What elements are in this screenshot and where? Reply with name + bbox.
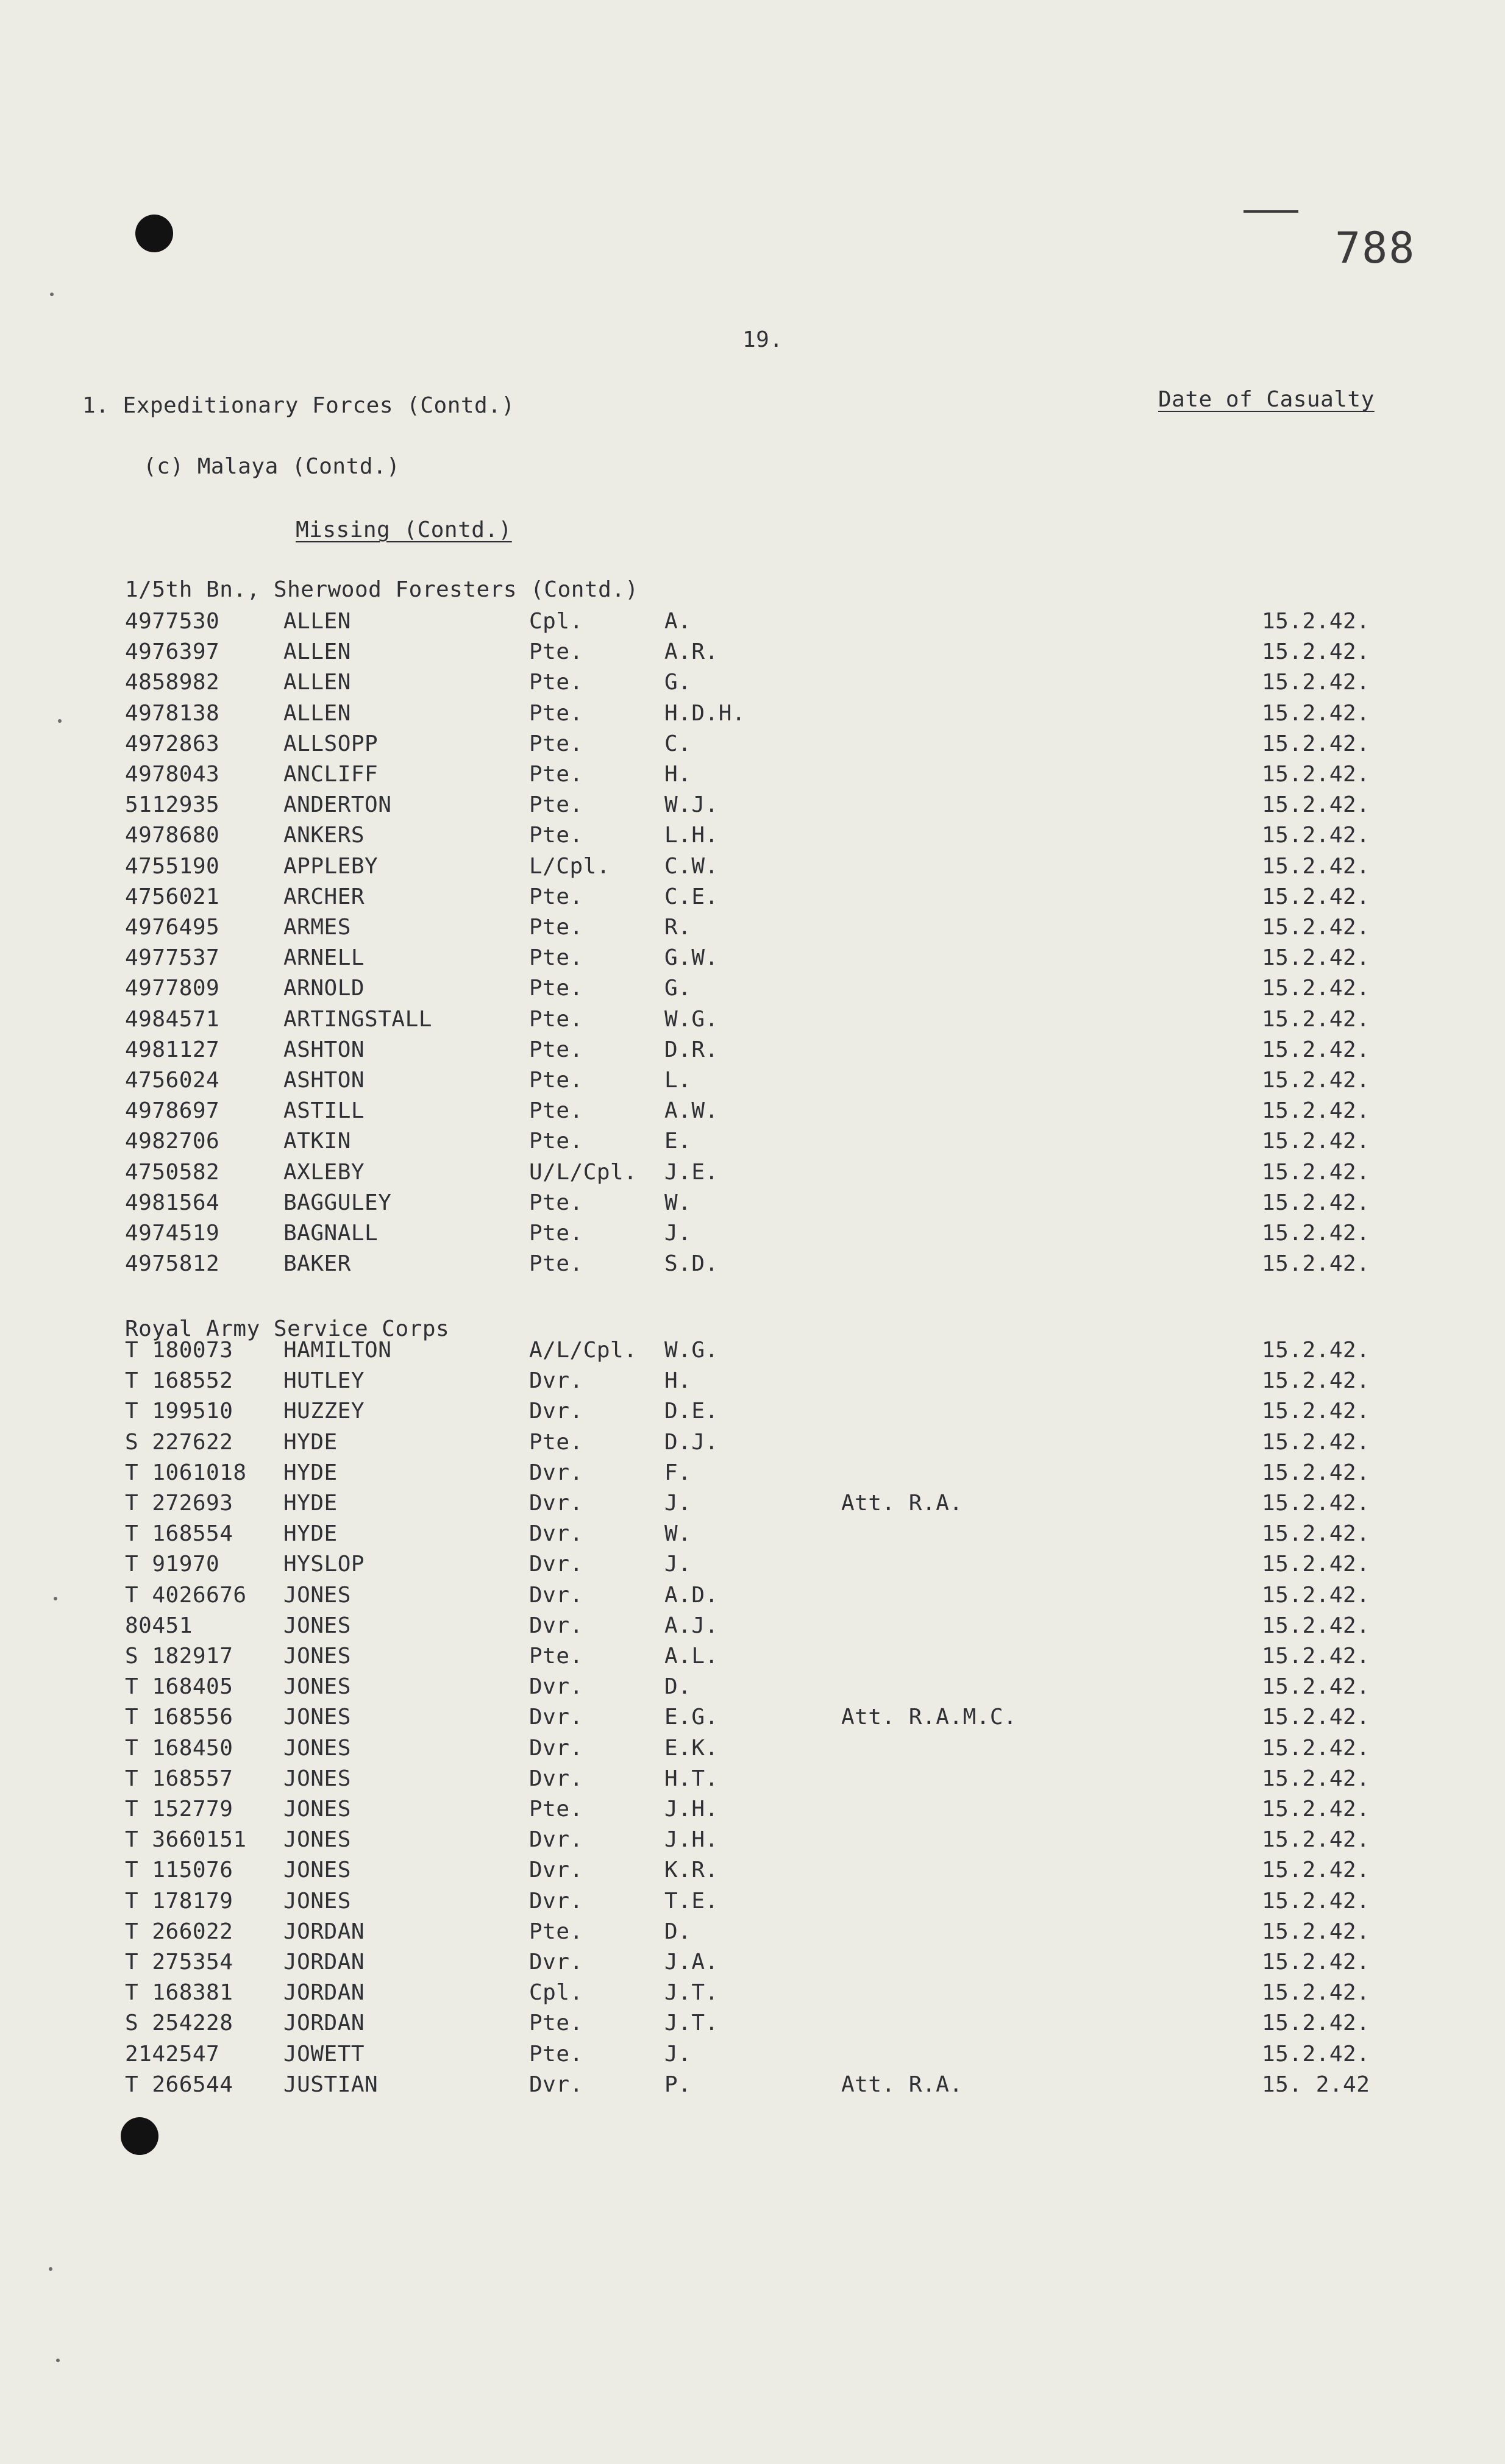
rank: L/Cpl. [529, 854, 611, 879]
rank: Pte. [529, 670, 583, 695]
surname: HYSLOP [283, 1552, 365, 1577]
rank: Dvr. [529, 1858, 583, 1883]
service-number: T 152779 [125, 1797, 233, 1822]
surname: AXLEBY [283, 1160, 365, 1185]
initials: J.T. [664, 1980, 719, 2005]
rank: Dvr. [529, 1491, 583, 1516]
service-number: 4977530 [125, 609, 220, 634]
rank: Pte. [529, 1098, 583, 1123]
date-of-casualty-heading: Date of Casualty [1158, 387, 1375, 412]
margin-speck [49, 2267, 52, 2271]
rank: Pte. [529, 945, 583, 970]
casualty-row [0, 1829, 1505, 1858]
casualty-date: 15.2.42. [1262, 1980, 1370, 2005]
rank: Dvr. [529, 1368, 583, 1393]
rank: Pte. [529, 701, 583, 726]
initials: J. [664, 1491, 692, 1516]
casualty-row [0, 672, 1505, 701]
rank: Dvr. [529, 1950, 583, 1975]
casualty-date: 15.2.42. [1262, 1705, 1370, 1730]
casualty-date: 15.2.42. [1262, 976, 1370, 1001]
service-number: T 168405 [125, 1674, 233, 1699]
initials: D.J. [664, 1430, 719, 1455]
surname: JONES [283, 1858, 351, 1883]
casualty-row [0, 1798, 1505, 1828]
initials: G.W. [664, 945, 719, 970]
surname: BAKER [283, 1251, 351, 1276]
casualty-date: 15.2.42. [1262, 884, 1370, 909]
service-number: 4975812 [125, 1251, 220, 1276]
casualty-row [0, 978, 1505, 1007]
casualty-date: 15.2.42. [1262, 792, 1370, 817]
casualty-date: 15.2.42. [1262, 915, 1370, 940]
casualty-row [0, 703, 1505, 732]
rank: Cpl. [529, 609, 583, 634]
rank: Pte. [529, 915, 583, 940]
rank: Dvr. [529, 1827, 583, 1852]
service-number: 4858982 [125, 670, 220, 695]
initials: W. [664, 1190, 692, 1215]
surname: JONES [283, 1827, 351, 1852]
initials: A.L. [664, 1644, 719, 1669]
initials: A. [664, 609, 692, 634]
casualty-date: 15.2.42. [1262, 1037, 1370, 1062]
casualty-row [0, 2074, 1505, 2103]
surname: JORDAN [283, 1950, 365, 1975]
casualty-date: 15.2.42. [1262, 1460, 1370, 1485]
rank: Pte. [529, 1190, 583, 1215]
casualty-date: 15.2.42. [1262, 1098, 1370, 1123]
surname: JONES [283, 1766, 351, 1791]
service-number: 4978138 [125, 701, 220, 726]
unit-heading: 1/5th Bn., Sherwood Foresters (Contd.) [125, 577, 639, 602]
casualty-row [0, 641, 1505, 670]
service-number: S 227622 [125, 1430, 233, 1455]
casualty-date: 15.2.42. [1262, 731, 1370, 756]
casualty-date: 15.2.42. [1262, 1583, 1370, 1608]
surname: ASTILL [283, 1098, 365, 1123]
rank: Pte. [529, 884, 583, 909]
casualty-date: 15.2.42. [1262, 701, 1370, 726]
casualty-date: 15.2.42. [1262, 945, 1370, 970]
initials: D. [664, 1919, 692, 1944]
initials: W.J. [664, 792, 719, 817]
initials: L.H. [664, 823, 719, 848]
casualty-row [0, 764, 1505, 793]
service-number: T 168556 [125, 1705, 233, 1730]
initials: L. [664, 1068, 692, 1093]
surname: HAMILTON [283, 1338, 392, 1363]
rank: A/L/Cpl. [529, 1338, 638, 1363]
casualty-date: 15.2.42. [1262, 1399, 1370, 1424]
casualty-date: 15.2.42. [1262, 2011, 1370, 2036]
service-number: T 272693 [125, 1491, 233, 1516]
casualty-row [0, 733, 1505, 762]
service-number: T 178179 [125, 1889, 233, 1914]
casualty-row [0, 1253, 1505, 1282]
casualty-row [0, 1009, 1505, 1038]
casualty-row [0, 1706, 1505, 1736]
service-number: T 3660151 [125, 1827, 247, 1852]
rank: Pte. [529, 976, 583, 1001]
casualty-row [0, 1951, 1505, 1981]
rank: Pte. [529, 1644, 583, 1669]
casualty-row [0, 825, 1505, 854]
surname: HYDE [283, 1460, 338, 1485]
casualty-row [0, 947, 1505, 976]
surname: BAGGULEY [283, 1190, 392, 1215]
casualty-row [0, 917, 1505, 946]
status-heading: Missing (Contd.) [296, 517, 512, 542]
rank: Dvr. [529, 1613, 583, 1638]
initials: T.E. [664, 1889, 719, 1914]
surname: ANCLIFF [283, 762, 379, 787]
initials: E. [664, 1129, 692, 1154]
surname: ALLSOPP [283, 731, 379, 756]
service-number: 4755190 [125, 854, 220, 879]
initials: G. [664, 670, 692, 695]
initials: A.D. [664, 1583, 719, 1608]
surname: JONES [283, 1644, 351, 1669]
surname: HYDE [283, 1430, 338, 1455]
surname: BAGNALL [283, 1221, 379, 1246]
casualty-row [0, 1162, 1505, 1191]
surname: ANDERTON [283, 792, 392, 817]
surname: JORDAN [283, 1919, 365, 1944]
surname: JONES [283, 1736, 351, 1761]
casualty-date: 15.2.42. [1262, 1160, 1370, 1185]
surname: ATKIN [283, 1129, 351, 1154]
rank: Pte. [529, 1221, 583, 1246]
casualty-date: 15.2.42. [1262, 1858, 1370, 1883]
initials: J. [664, 2042, 692, 2067]
service-number: 4976397 [125, 639, 220, 664]
surname: HYDE [283, 1521, 338, 1546]
service-number: 4977809 [125, 976, 220, 1001]
initials: D.R. [664, 1037, 719, 1062]
initials: W.G. [664, 1007, 719, 1032]
casualty-row [0, 1100, 1505, 1129]
surname: ARNOLD [283, 976, 365, 1001]
service-number: 4978043 [125, 762, 220, 787]
casualty-row [0, 2012, 1505, 2042]
initials: D. [664, 1674, 692, 1699]
surname: JONES [283, 1613, 351, 1638]
initials: H. [664, 1368, 692, 1393]
casualty-row [0, 856, 1505, 885]
rank: Dvr. [529, 1399, 583, 1424]
rank: Pte. [529, 731, 583, 756]
rank: Pte. [529, 823, 583, 848]
service-number: 4756024 [125, 1068, 220, 1093]
service-number: 4976495 [125, 915, 220, 940]
casualty-date: 15. 2.42 [1262, 2072, 1370, 2097]
casualty-row [0, 1370, 1505, 1399]
surname: JUSTIAN [283, 2072, 379, 2097]
rank: U/L/Cpl. [529, 1160, 638, 1185]
casualty-row [0, 794, 1505, 823]
attachment-note: Att. R.A. [841, 2072, 963, 2097]
reference-dash [1243, 210, 1298, 213]
initials: A.J. [664, 1613, 719, 1638]
casualty-row [0, 1192, 1505, 1221]
service-number: 4756021 [125, 884, 220, 909]
page-number: 19. [742, 327, 783, 352]
initials: E.K. [664, 1736, 719, 1761]
rank: Dvr. [529, 1674, 583, 1699]
surname: ANKERS [283, 823, 365, 848]
initials: J.H. [664, 1797, 719, 1822]
casualty-row [0, 1676, 1505, 1705]
casualty-date: 15.2.42. [1262, 762, 1370, 787]
casualty-date: 15.2.42. [1262, 1521, 1370, 1546]
surname: JONES [283, 1583, 351, 1608]
casualty-date: 15.2.42. [1262, 639, 1370, 664]
casualty-row [0, 1768, 1505, 1797]
casualty-row [0, 1738, 1505, 1767]
surname: ARMES [283, 915, 351, 940]
surname: ARTINGSTALL [283, 1007, 432, 1032]
casualty-row [0, 1982, 1505, 2011]
casualty-row [0, 1553, 1505, 1583]
casualty-date: 15.2.42. [1262, 1007, 1370, 1032]
surname: ASHTON [283, 1037, 365, 1062]
casualty-date: 15.2.42. [1262, 1919, 1370, 1944]
margin-speck [56, 2359, 60, 2362]
rank: Dvr. [529, 1521, 583, 1546]
service-number: 4982706 [125, 1129, 220, 1154]
surname: JONES [283, 1889, 351, 1914]
service-number: 4978697 [125, 1098, 220, 1123]
casualty-date: 15.2.42. [1262, 1190, 1370, 1215]
service-number: S 254228 [125, 2011, 233, 2036]
casualty-date: 15.2.42. [1262, 670, 1370, 695]
service-number: T 168552 [125, 1368, 233, 1393]
initials: J.E. [664, 1160, 719, 1185]
service-number: 4981564 [125, 1190, 220, 1215]
casualty-row [0, 1340, 1505, 1369]
casualty-row [0, 611, 1505, 640]
initials: W. [664, 1521, 692, 1546]
casualty-date: 15.2.42. [1262, 1613, 1370, 1638]
rank: Dvr. [529, 1889, 583, 1914]
margin-speck [50, 293, 54, 296]
service-number: T 199510 [125, 1399, 233, 1424]
casualty-date: 15.2.42. [1262, 1129, 1370, 1154]
initials: R. [664, 915, 692, 940]
surname: JONES [283, 1674, 351, 1699]
rank: Pte. [529, 792, 583, 817]
casualty-date: 15.2.42. [1262, 1068, 1370, 1093]
unit-heading: Royal Army Service Corps [125, 1316, 450, 1341]
rank: Pte. [529, 1129, 583, 1154]
punch-hole-bottom [121, 2117, 158, 2155]
attachment-note: Att. R.A. [841, 1491, 963, 1516]
initials: C.W. [664, 854, 719, 879]
service-number: T 168450 [125, 1736, 233, 1761]
casualty-date: 15.2.42. [1262, 1766, 1370, 1791]
service-number: 4977537 [125, 945, 220, 970]
surname: HUTLEY [283, 1368, 365, 1393]
service-number: 4974519 [125, 1221, 220, 1246]
service-number: 80451 [125, 1613, 193, 1638]
service-number: 4972863 [125, 731, 220, 756]
reference-number: 788 [1335, 223, 1416, 273]
rank: Pte. [529, 1430, 583, 1455]
casualty-row [0, 1891, 1505, 1920]
casualty-date: 15.2.42. [1262, 854, 1370, 879]
initials: J.A. [664, 1950, 719, 1975]
casualty-date: 15.2.42. [1262, 1736, 1370, 1761]
surname: JONES [283, 1705, 351, 1730]
rank: Pte. [529, 2042, 583, 2067]
casualty-row [0, 886, 1505, 915]
casualty-date: 15.2.42. [1262, 2042, 1370, 2067]
casualty-row [0, 1585, 1505, 1614]
rank: Pte. [529, 1068, 583, 1093]
surname: APPLEBY [283, 854, 379, 879]
rank: Pte. [529, 1251, 583, 1276]
surname: JORDAN [283, 2011, 365, 2036]
surname: JOWETT [283, 2042, 365, 2067]
surname: ASHTON [283, 1068, 365, 1093]
initials: J.H. [664, 1827, 719, 1852]
service-number: 4750582 [125, 1160, 220, 1185]
initials: W.G. [664, 1338, 719, 1363]
casualty-date: 15.2.42. [1262, 1644, 1370, 1669]
initials: G. [664, 976, 692, 1001]
casualty-row [0, 1462, 1505, 1491]
casualty-row [0, 1223, 1505, 1252]
casualty-date: 15.2.42. [1262, 1221, 1370, 1246]
rank: Dvr. [529, 2072, 583, 2097]
service-number: T 168557 [125, 1766, 233, 1791]
initials: E.G. [664, 1705, 719, 1730]
initials: A.R. [664, 639, 719, 664]
service-number: T 115076 [125, 1858, 233, 1883]
casualty-date: 15.2.42. [1262, 1368, 1370, 1393]
casualty-date: 15.2.42. [1262, 1430, 1370, 1455]
service-number: T 4026676 [125, 1583, 247, 1608]
casualty-row [0, 1921, 1505, 1950]
service-number: 4978680 [125, 823, 220, 848]
initials: J. [664, 1552, 692, 1577]
casualty-row [0, 1615, 1505, 1644]
casualty-row [0, 1646, 1505, 1675]
initials: K.R. [664, 1858, 719, 1883]
rank: Dvr. [529, 1552, 583, 1577]
service-number: T 91970 [125, 1552, 220, 1577]
casualty-row [0, 1131, 1505, 1160]
casualty-row [0, 1523, 1505, 1552]
surname: ARCHER [283, 884, 365, 909]
casualty-date: 15.2.42. [1262, 1491, 1370, 1516]
casualty-date: 15.2.42. [1262, 823, 1370, 848]
initials: F. [664, 1460, 692, 1485]
punch-hole-top [135, 215, 173, 252]
service-number: T 168381 [125, 1980, 233, 2005]
casualty-row [0, 1493, 1505, 1522]
rank: Pte. [529, 1037, 583, 1062]
rank: Pte. [529, 762, 583, 787]
service-number: T 275354 [125, 1950, 233, 1975]
service-number: 4984571 [125, 1007, 220, 1032]
casualty-date: 15.2.42. [1262, 1950, 1370, 1975]
initials: P. [664, 2072, 692, 2097]
attachment-note: Att. R.A.M.C. [841, 1705, 1017, 1730]
surname: JORDAN [283, 1980, 365, 2005]
rank: Dvr. [529, 1583, 583, 1608]
service-number: 4981127 [125, 1037, 220, 1062]
service-number: 5112935 [125, 792, 220, 817]
surname: ALLEN [283, 701, 351, 726]
initials: J.T. [664, 2011, 719, 2036]
surname: JONES [283, 1797, 351, 1822]
initials: H. [664, 762, 692, 787]
service-number: 2142547 [125, 2042, 220, 2067]
rank: Pte. [529, 2011, 583, 2036]
initials: C. [664, 731, 692, 756]
initials: H.T. [664, 1766, 719, 1791]
casualty-row [0, 1070, 1505, 1099]
service-number: T 1061018 [125, 1460, 247, 1485]
initials: A.W. [664, 1098, 719, 1123]
surname: ALLEN [283, 670, 351, 695]
casualty-date: 15.2.42. [1262, 1827, 1370, 1852]
casualty-date: 15.2.42. [1262, 1552, 1370, 1577]
casualty-date: 15.2.42. [1262, 1338, 1370, 1363]
section-heading: 1. Expeditionary Forces (Contd.) [82, 393, 515, 418]
casualty-row [0, 1432, 1505, 1461]
casualty-date: 15.2.42. [1262, 1889, 1370, 1914]
rank: Dvr. [529, 1705, 583, 1730]
casualty-row [0, 1039, 1505, 1068]
surname: ARNELL [283, 945, 365, 970]
subsection-heading: (c) Malaya (Contd.) [143, 454, 400, 479]
surname: HUZZEY [283, 1399, 365, 1424]
surname: ALLEN [283, 609, 351, 634]
rank: Dvr. [529, 1736, 583, 1761]
initials: D.E. [664, 1399, 719, 1424]
casualty-date: 15.2.42. [1262, 1251, 1370, 1276]
initials: J. [664, 1221, 692, 1246]
surname: ALLEN [283, 639, 351, 664]
casualty-date: 15.2.42. [1262, 1797, 1370, 1822]
casualty-row [0, 1401, 1505, 1430]
rank: Dvr. [529, 1460, 583, 1485]
service-number: S 182917 [125, 1644, 233, 1669]
rank: Pte. [529, 1007, 583, 1032]
surname: HYDE [283, 1491, 338, 1516]
rank: Pte. [529, 639, 583, 664]
service-number: T 266022 [125, 1919, 233, 1944]
rank: Dvr. [529, 1766, 583, 1791]
service-number: T 180073 [125, 1338, 233, 1363]
casualty-row [0, 1859, 1505, 1889]
service-number: T 168554 [125, 1521, 233, 1546]
rank: Cpl. [529, 1980, 583, 2005]
rank: Pte. [529, 1797, 583, 1822]
casualty-date: 15.2.42. [1262, 1674, 1370, 1699]
rank: Pte. [529, 1919, 583, 1944]
casualty-date: 15.2.42. [1262, 609, 1370, 634]
service-number: T 266544 [125, 2072, 233, 2097]
initials: S.D. [664, 1251, 719, 1276]
initials: H.D.H. [664, 701, 746, 726]
initials: C.E. [664, 884, 719, 909]
casualty-row [0, 2043, 1505, 2073]
